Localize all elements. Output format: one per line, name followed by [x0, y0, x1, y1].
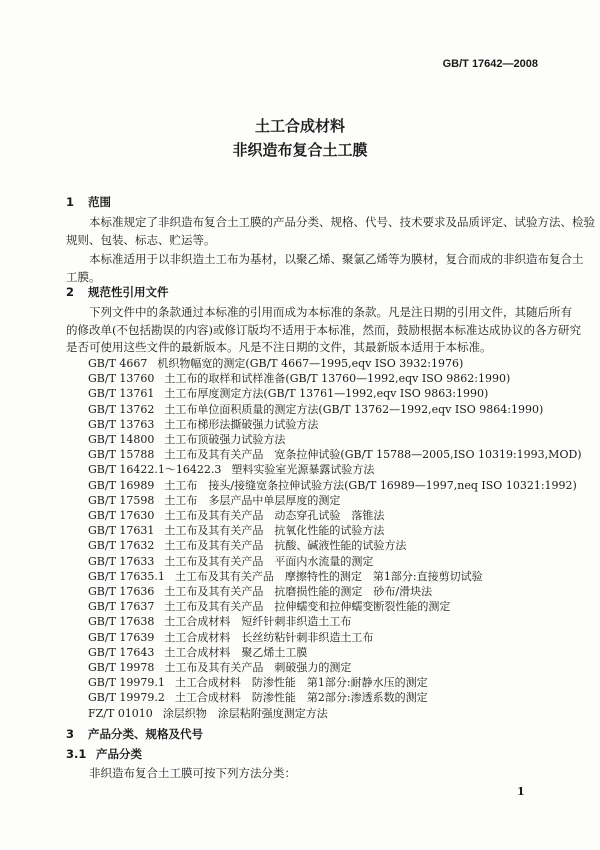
- reference-title: 土工布及其有关产品 刺破强力的测定: [164, 661, 352, 674]
- reference-code: GB/T 19979.1: [88, 676, 165, 690]
- reference-item: [88, 708, 328, 721]
- section-title: 产品分类、规格及代号: [88, 727, 203, 741]
- reference-code: GB/T 15788: [88, 448, 155, 462]
- paragraph-line: 工膜。: [66, 269, 101, 284]
- page-number: 1: [517, 785, 525, 798]
- paragraph-line: 本标准规定了非织造布复合土工膜的产品分类、规格、代号、技术要求及品质评定、试验方法、检验: [66, 215, 595, 229]
- reference-item: [88, 525, 384, 538]
- reference-title: 土工合成材料 长丝纺粘针刺非织造土工布: [164, 630, 374, 644]
- reference-code: GB/T 17631: [88, 524, 155, 538]
- reference-code: GB/T 13762: [88, 402, 155, 416]
- reference-title: 土工布单位面积质量的测定方法(GB/T 13762—1992,eqv ISO 9864:1990): [164, 402, 544, 416]
- reference-item: [88, 662, 351, 675]
- reference-item: [88, 495, 340, 508]
- reference-code: GB/T 17633: [88, 554, 155, 568]
- title-line-2: 非织造布复合土工膜: [232, 141, 368, 159]
- reference-title: 土工合成材料 防渗性能 第2部分:渗透系数的测定: [174, 691, 428, 705]
- reference-item: [88, 540, 406, 553]
- reference-code: GB/T 19979.2: [88, 691, 165, 705]
- reference-title: 土工布及其有关产品 抗酸、碱液性能的试验方法: [164, 539, 407, 553]
- reference-item: [88, 510, 384, 523]
- reference-code: GB/T 17638: [88, 615, 155, 629]
- reference-code: GB/T 13763: [88, 417, 155, 431]
- section-number: 1: [66, 195, 75, 209]
- reference-code: GB/T 17632: [88, 539, 155, 553]
- reference-code: FZ/T 01010: [88, 706, 153, 720]
- reference-item: [88, 404, 543, 417]
- reference-item: [88, 480, 577, 493]
- reference-item: [88, 647, 307, 660]
- reference-code: GB/T 16422.1～16422.3: [88, 463, 222, 477]
- section-number: 3: [66, 727, 75, 741]
- section-2-heading: [66, 286, 169, 299]
- reference-item: [88, 464, 374, 477]
- reference-item: [88, 571, 483, 584]
- reference-code: GB/T 16989: [88, 478, 155, 492]
- section-number: 2: [66, 285, 75, 299]
- reference-title: 土工布及其有关产品 拉伸蠕变和拉伸蠕变断裂性能的测定: [164, 600, 451, 614]
- reference-title: 塑料实验室光源暴露试验方法: [231, 463, 375, 477]
- reference-code: GB/T 13760: [88, 372, 155, 386]
- reference-item: [88, 632, 373, 645]
- section-title: 范围: [88, 195, 111, 209]
- title-line-1: 土工合成材料: [254, 117, 345, 135]
- reference-code: GB/T 4667: [88, 357, 148, 370]
- reference-item: [88, 373, 510, 386]
- reference-item: [88, 358, 463, 371]
- reference-item: [88, 419, 318, 432]
- reference-title: 土工布顶破强力试验方法: [164, 433, 286, 446]
- section-title: 规范性引用文件: [88, 285, 169, 299]
- reference-code: GB/T 19978: [88, 661, 155, 674]
- paragraph-line: 下列文件中的条款通过本标准的引用而成为本标准的条款。凡是注日期的引用文件，其随后所有: [66, 305, 572, 319]
- reference-title: 土工合成材料 防渗性能 第1部分:耐静水压的测定: [174, 676, 428, 690]
- standard-number: GB/T 17642—2008: [442, 58, 538, 70]
- reference-code: GB/T 17635.1: [88, 569, 165, 583]
- paragraph-line: 规则、包装、标志、贮运等。: [66, 233, 216, 248]
- reference-item: [88, 677, 428, 690]
- reference-title: 土工合成材料 短纤针刺非织造土工布: [164, 615, 352, 629]
- reference-item: [88, 616, 351, 629]
- reference-title: 涂层织物 涂层粘附强度测定方法: [162, 706, 328, 720]
- reference-title: 土工布厚度测定方法(GB/T 13761—1992,eqv ISO 9863:1990): [164, 387, 489, 401]
- section-1-heading: [66, 196, 111, 209]
- reference-code: GB/T 17643: [88, 645, 155, 659]
- reference-code: GB/T 17637: [88, 600, 155, 614]
- reference-code: GB/T 17598: [88, 493, 155, 507]
- reference-item: [88, 586, 432, 599]
- section-3-1-heading: [66, 748, 142, 761]
- reference-item: [88, 388, 488, 401]
- paragraph-line: 本标准适用于以非织造土工布为基材，以聚乙烯、聚氯乙烯等为膜材，复合而成的非织造布复合土: [66, 251, 584, 266]
- paragraph-line: 的修改单(不包括勘误的内容)或修订版均不适用于本标准，然而，鼓励根据本标准达成协议的各方研究: [66, 322, 581, 337]
- reference-item: [88, 434, 285, 447]
- reference-code: GB/T 17639: [88, 630, 155, 644]
- reference-item: [88, 449, 582, 462]
- reference-title: 土工布梯形法撕破强力试验方法: [164, 417, 319, 431]
- reference-title: 土工合成材料 聚乙烯土工膜: [164, 645, 308, 659]
- reference-item: [88, 601, 450, 614]
- reference-title: 土工布及其有关产品 摩擦特性的测定 第1部分:直接剪切试验: [174, 569, 483, 583]
- reference-title: 土工布及其有关产品 抗氧化性能的试验方法: [164, 524, 385, 538]
- reference-title: 机织物幅宽的测定(GB/T 4667—1995,eqv ISO 3932:1976): [157, 357, 464, 370]
- reference-title: 土工布 多层产品中单层厚度的测定: [164, 493, 341, 507]
- reference-item: [88, 692, 428, 705]
- section-3-heading: [66, 728, 203, 741]
- reference-title: 土工布 接头/接缝宽条拉伸试验方法(GB/T 16989—1997,neq ISO 10321:1992): [164, 478, 577, 492]
- reference-title: 土工布及其有关产品 动态穿孔试验 落锥法: [164, 509, 385, 522]
- reference-title: 土工布的取样和试样准备(GB/T 13760—1992,eqv ISO 9862:1990): [164, 372, 511, 386]
- paragraph: 非织造布复合土工膜可按下列方法分类：: [66, 766, 296, 780]
- reference-code: GB/T 17636: [88, 585, 155, 598]
- reference-item: [88, 556, 373, 569]
- reference-code: GB/T 17630: [88, 509, 155, 522]
- reference-code: GB/T 14800: [88, 433, 155, 446]
- paragraph-line: 是否可使用这些文件的最新版本。凡是不注日期的文件，其最新版本适用于本标准。: [66, 340, 492, 354]
- reference-code: GB/T 13761: [88, 387, 155, 401]
- reference-title: 土工布及其有关产品 平面内水流量的测定: [164, 554, 374, 568]
- section-number: 3.1: [66, 747, 87, 761]
- reference-title: 土工布及其有关产品 宽条拉伸试验(GB/T 15788—2005,ISO 10319:1993,MOD): [164, 448, 582, 462]
- section-title: 产品分类: [96, 747, 142, 761]
- reference-title: 土工布及其有关产品 抗磨损性能的测定 砂布/滑块法: [164, 585, 433, 598]
